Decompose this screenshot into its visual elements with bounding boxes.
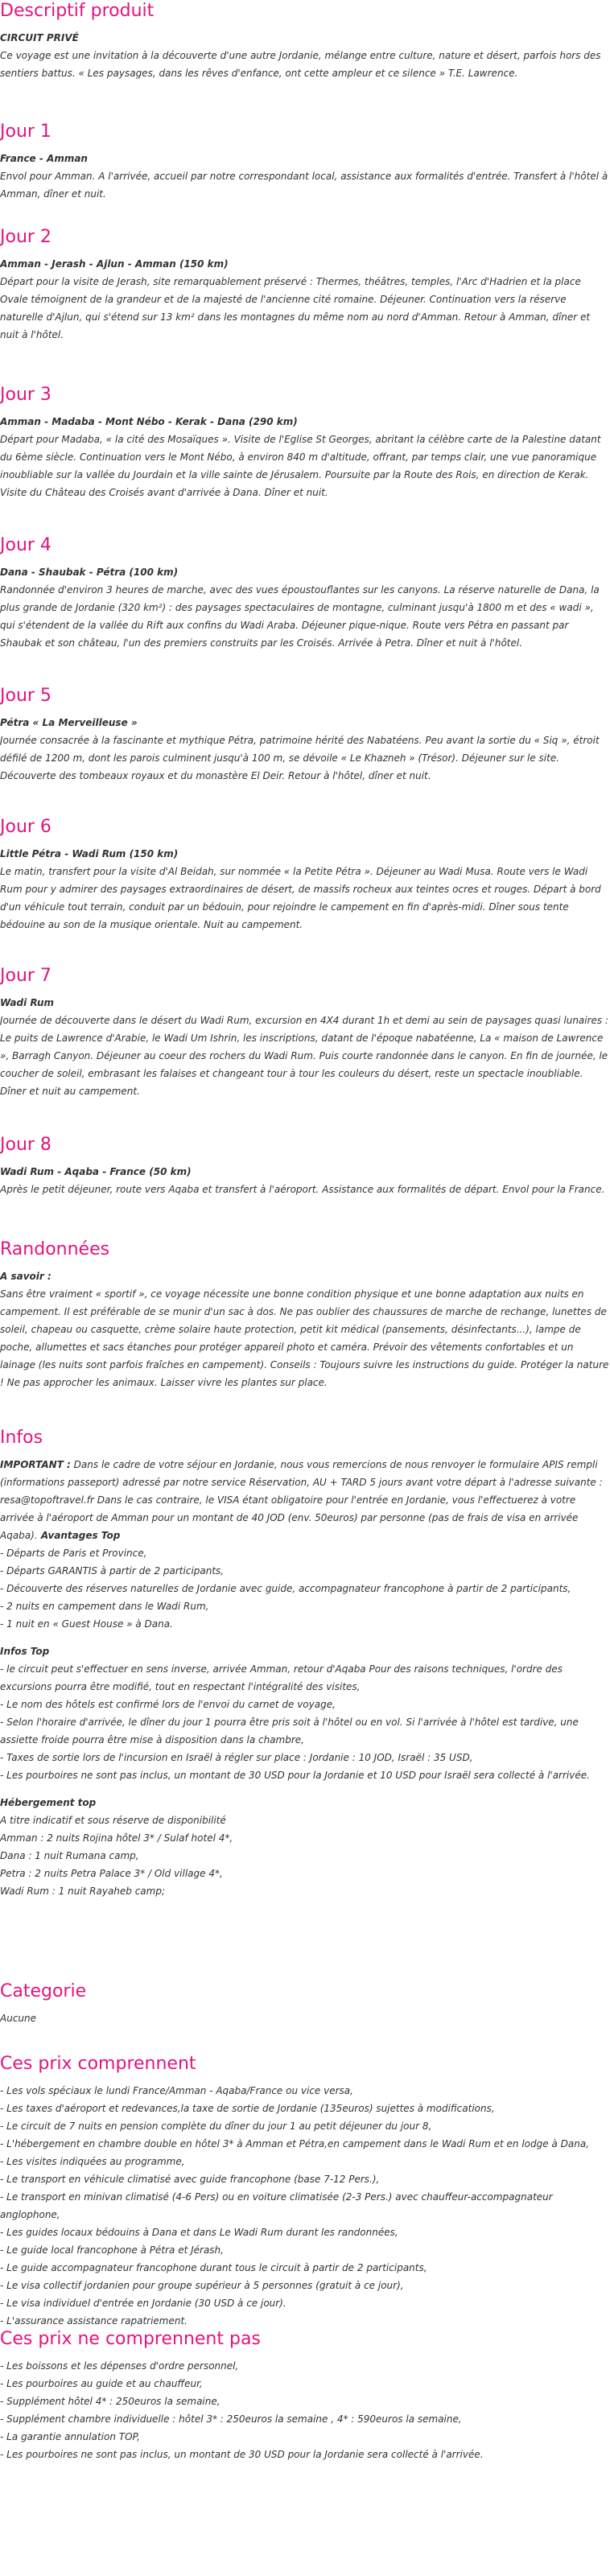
comprennent-section bbox=[0, 2053, 610, 2328]
list-item: - Le circuit de 7 nuits en pension complète du dîner du jour 1 au petit déjeuner du jour 8, bbox=[0, 2121, 432, 2132]
day-section-4 bbox=[0, 534, 610, 685]
infos-top-label: Infos Top bbox=[0, 1646, 50, 1657]
randonnees-section bbox=[0, 1239, 610, 1427]
list-item: - Supplément chambre individuelle : hôtel 3* : 250euros la semaine , 4* : 590euros la semaine, bbox=[0, 2413, 462, 2425]
randonnees-heading: Randonnées bbox=[0, 1239, 110, 1259]
day-title: Wadi Rum - Aqaba - France (50 km) bbox=[0, 1166, 192, 1177]
randonnees-text: Sans être vraiment « sportif », ce voyage nécessite une bonne condition physique et une bonne adaptation aux nuits en campement. Il est préférable de se munir d'un sac à dos. Ne pas oublier des chaussures de marche de rechange, lunettes de soleil, chapeau ou casquette, crème solaire haute protection, petit kit médical (pansements, désinfectants...), lampe de poche, allumettes et sacs étanches pour protéger appareil photo et caméra. Prévoir des vêtements confortables et un lainage (les nuits sont parfois fraîches en campement). Conseils : Toujours suivre les instructions du guide. Protéger la nature ! Ne pas approcher les animaux. Laisser vivre les plantes sur place. bbox=[0, 1288, 609, 1388]
day-section-3 bbox=[0, 384, 610, 534]
categorie-section bbox=[0, 1980, 610, 2053]
comprennent-list bbox=[0, 2082, 610, 2330]
day-text: Le matin, transfert pour la visite d'Al Beidah, sur nommée « la Petite Pétra ». Déjeuner au Wadi Musa. Route vers le Wadi Rum pour y admirer des paysages extraordinaires de désert, de massifs rocheux aux teintes ocres et rouges. Départ à bord d'un véhicule tout terrain, conduit par un bédouin, pour rejoindre le campement en fin d'après-midi. Dîner sous tente bédouine au son de la musique orientale. Nuit au campement. bbox=[0, 866, 601, 930]
list-item: - Supplément hôtel 4* : 250euros la semaine, bbox=[0, 2396, 221, 2407]
list-item: - le circuit peut s'effectuer en sens inverse, arrivée Amman, retour d'Aqaba Pour des raisons techniques, l'ordre des excursions pourra être modifié, tout en respectant l'intégralité des visites, bbox=[0, 1663, 563, 1692]
list-item: - Le guide local francophone à Pétra et Jérash, bbox=[0, 2244, 224, 2256]
infos-section bbox=[0, 1427, 610, 1980]
list-item: Wadi Rum : 1 nuit Rayaheb camp; bbox=[0, 1886, 166, 1897]
list-item: - Les pourboires ne sont pas inclus, un montant de 30 USD pour la Jordanie sera collecté à l'arrivée. bbox=[0, 2449, 484, 2460]
day-section-6 bbox=[0, 816, 610, 965]
day-section-2 bbox=[0, 226, 610, 384]
list-item: - Les guides locaux bédouins à Dana et dans Le Wadi Rum durant les randonnées, bbox=[0, 2227, 398, 2238]
categorie-heading: Categorie bbox=[0, 1981, 87, 2001]
day-heading: Jour 1 bbox=[0, 122, 52, 142]
important-text: Dans le cadre de votre séjour en Jordanie, nous vous remercions de nous renvoyer le formulaire APIS rempli (informations passeport) adressé par notre service Réservation, AU + TARD 5 jours avant votre départ à l'adresse suivante : resa@topoftravel.fr Dans le cas contraire, le VISA étant obligatoire pour l'entrée en Jordanie, vous l'effectuerez à votre arrivée à l'aéroport de Amman pour un montant de 40 JOD (env. 50euros) par personne (pas de frais de visa en arrivée Aqaba). bbox=[0, 1459, 603, 1541]
hebergement-list bbox=[0, 1811, 610, 1900]
day-heading: Jour 6 bbox=[0, 817, 52, 837]
ne-comprennent-heading: Ces prix ne comprennent pas bbox=[0, 2329, 261, 2349]
list-item: - L'assurance assistance rapatriement. bbox=[0, 2315, 188, 2327]
day-text: Départ pour Madaba, « la cité des Mosaïques ». Visite de l'Eglise St Georges, abritant la célèbre carte de la Palestine datant du 6ème siècle. Continuation vers le Mont Nébo, à environ 840 m d'altitude, offrant, par temps clair, une vue panoramique inoubliable sur la vallée du Jourdain et la ville sainte de Jérusalem. Poursuite par la Route des Rois, en direction de Kerak. Visite du Château des Croisés avant d'arrivée à Dana. Dîner et nuit. bbox=[0, 434, 601, 498]
day-section-8 bbox=[0, 1134, 610, 1239]
list-item: Dana : 1 nuit Rumana camp, bbox=[0, 1850, 139, 1861]
descriptif-text: Ce voyage est une invitation à la découverte d'une autre Jordanie, mélange entre culture, nature et désert, parfois hors des sentiers battus. « Les paysages, dans les rêves d'enfance, ont cette ampleur et ce silence » T.E. Lawrence. bbox=[0, 50, 601, 79]
comprennent-heading: Ces prix comprennent bbox=[0, 2054, 196, 2074]
ne-comprennent-section bbox=[0, 2328, 610, 2463]
day-text: Journée consacrée à la fascinante et mythique Pétra, patrimoine hérité des Nabatéens. Peu avant la sortie du « Siq », étroit défilé de 1200 m, dont les parois culminent jusqu'à 100 m, se dévoile « Le Khazneh » (Trésor). Déjeuner sur le site. Découverte des tombeaux royaux et du monastère El Deir. Retour à l'hôtel, dîner et nuit. bbox=[0, 735, 600, 781]
day-text: Journée de découverte dans le désert du Wadi Rum, excursion en 4X4 durant 1h et demi au sein de paysages quasi lunaires : Le puits de Lawrence d'Arabie, le Wadi Um Ishrin, les inscriptions, datant de l'époque nabatéenne, La « maison de Lawrence », Barragh Canyon. Déjeuner au coeur des rochers du Wadi Rum. Puis courte randonnée dans le canyon. En fin de journée, le coucher de soleil, embrasant les falaises et changeant tour à tour les couleurs du désert, reste un spectacle inoubliable. Dîner et nuit au campement. bbox=[0, 1015, 609, 1097]
day-heading: Jour 5 bbox=[0, 686, 52, 706]
day-text: Randonnée d'environ 3 heures de marche, avec des vues époustouflantes sur les canyons. La réserve naturelle de Dana, la plus grande de Jordanie (320 km²) : des paysages spectaculaires de montagne, culminant jusqu'à 1800 m et des « wadi », qui s'étendent de la vallée du Rift aux confins du Wadi Araba. Déjeuner pique-nique. Route vers Pétra en passant par Shaubak et son château, l'un des premiers construits par les Croisés. Arrivée à Petra. Dîner et nuit à l'hôtel. bbox=[0, 584, 600, 649]
day-section-7 bbox=[0, 965, 610, 1134]
list-item: - 2 nuits en campement dans le Wadi Rum, bbox=[0, 1601, 209, 1612]
list-item: - Les pourboires au guide et au chauffeur, bbox=[0, 2378, 203, 2389]
list-item: - Découverte des réserves naturelles de Jordanie avec guide, accompagnateur francophone à partir de 2 participants, bbox=[0, 1583, 571, 1594]
descriptif-heading: Descriptif produit bbox=[0, 1, 155, 21]
day-heading: Jour 2 bbox=[0, 227, 52, 247]
list-item: - Selon l'horaire d'arrivée, le dîner du jour 1 pourra être pris soit à l'hôtel ou en vol. Si l'arrivée à l'hôtel est tardive, une assiette froide pourra être mise à disposition dans la chambre, bbox=[0, 1717, 579, 1745]
list-item: - La garantie annulation TOP, bbox=[0, 2431, 140, 2442]
infos-top-list bbox=[0, 1660, 610, 1784]
randonnees-subheading: A savoir : bbox=[0, 1271, 52, 1282]
infos-heading: Infos bbox=[0, 1428, 43, 1448]
list-item: - Le transport en minivan climatisé (4-6 Pers) ou en voiture climatisée (2-3 Pers.) avec chauffeur-accompagnateur anglophone, bbox=[0, 2191, 553, 2220]
list-item: - Le nom des hôtels est confirmé lors de l'envoi du carnet de voyage, bbox=[0, 1699, 336, 1710]
list-item: - Les visites indiquées au programme, bbox=[0, 2156, 185, 2167]
list-item: - Départs de Paris et Province, bbox=[0, 1548, 147, 1559]
day-text: Envol pour Amman. A l'arrivée, accueil par notre correspondant local, assistance aux formalités d'entrée. Transfert à l'hôtel à Amman, dîner et nuit. bbox=[0, 171, 608, 200]
ne-comprennent-list bbox=[0, 2357, 610, 2463]
list-item: - Taxes de sortie lors de l'incursion en Israël à régler sur place : Jordanie : 10 JOD, Israël : 35 USD, bbox=[0, 1752, 473, 1763]
list-item: A titre indicatif et sous réserve de disponibilité bbox=[0, 1815, 226, 1826]
day-title: Amman - Madaba - Mont Nébo - Kerak - Dana (290 km) bbox=[0, 416, 298, 427]
list-item: - 1 nuit en « Guest House » à Dana. bbox=[0, 1618, 173, 1630]
day-title: Amman - Jerash - Ajlun - Amman (150 km) bbox=[0, 258, 229, 270]
list-item: - Le transport en véhicule climatisé avec guide francophone (base 7-12 Pers.), bbox=[0, 2174, 380, 2185]
list-item: - Départs GARANTIS à partir de 2 participants, bbox=[0, 1565, 225, 1577]
day-heading: Jour 8 bbox=[0, 1135, 52, 1155]
day-title: Little Pétra - Wadi Rum (150 km) bbox=[0, 848, 179, 859]
important-paragraph bbox=[0, 1456, 610, 1544]
hebergement-label: Hébergement top bbox=[0, 1797, 97, 1808]
list-item: - L'hébergement en chambre double en hôtel 3* à Amman et Pétra,en campement dans le Wadi Rum et en lodge à Dana, bbox=[0, 2138, 589, 2149]
day-title: Pétra « La Merveilleuse » bbox=[0, 717, 138, 728]
descriptif-section bbox=[0, 0, 610, 121]
day-title: Dana - Shaubak - Pétra (100 km) bbox=[0, 567, 179, 578]
day-heading: Jour 3 bbox=[0, 385, 52, 405]
day-title: France - Amman bbox=[0, 153, 88, 164]
day-heading: Jour 4 bbox=[0, 535, 52, 555]
list-item: - Le visa individuel d'entrée en Jordanie (30 USD à ce jour). bbox=[0, 2298, 286, 2309]
day-heading: Jour 7 bbox=[0, 966, 52, 986]
descriptif-subheading: CIRCUIT PRIVÉ bbox=[0, 32, 79, 43]
avantages-label: Avantages Top bbox=[37, 1530, 121, 1541]
list-item: - Les vols spéciaux le lundi France/Amman - Aqaba/France ou vice versa, bbox=[0, 2085, 353, 2096]
list-item: - Les boissons et les dépenses d'ordre personnel, bbox=[0, 2360, 239, 2372]
list-item: - Les pourboires ne sont pas inclus, un montant de 30 USD pour la Jordanie et 10 USD pour Israël sera collecté à l'arrivée. bbox=[0, 1770, 590, 1781]
avantages-list bbox=[0, 1544, 610, 1633]
day-title: Wadi Rum bbox=[0, 997, 55, 1008]
day-section-5 bbox=[0, 685, 610, 816]
day-section-1 bbox=[0, 121, 610, 226]
day-text: Après le petit déjeuner, route vers Aqaba et transfert à l'aéroport. Assistance aux formalités de départ. Envol pour la France. bbox=[0, 1184, 605, 1195]
list-item: Petra : 2 nuits Petra Palace 3* / Old village 4*, bbox=[0, 1868, 223, 1879]
list-item: - Le guide accompagnateur francophone durant tous le circuit à partir de 2 participants, bbox=[0, 2262, 427, 2273]
important-label: IMPORTANT : bbox=[0, 1459, 71, 1470]
list-item: - Le visa collectif jordanien pour groupe supérieur à 5 personnes (gratuit à ce jour), bbox=[0, 2280, 404, 2291]
list-item: - Les taxes d'aéroport et redevances,la taxe de sortie de Jordanie (135euros) sujettes à modifications, bbox=[0, 2103, 495, 2114]
categorie-value: Aucune bbox=[0, 2013, 37, 2024]
list-item: Amman : 2 nuits Rojina hôtel 3* / Sulaf hotel 4*, bbox=[0, 1832, 233, 1844]
day-text: Départ pour la visite de Jerash, site remarquablement préservé : Thermes, théâtres, temples, l'Arc d'Hadrien et la place Ovale témoignent de la grandeur et de la majesté de l'ancienne cité romaine. Déjeuner. Continuation vers la réserve naturelle d'Ajlun, qui s'étend sur 13 km² dans les montagnes du même nom au nord d'Amman. Retour à Amman, dîner et nuit à l'hôtel. bbox=[0, 276, 591, 340]
